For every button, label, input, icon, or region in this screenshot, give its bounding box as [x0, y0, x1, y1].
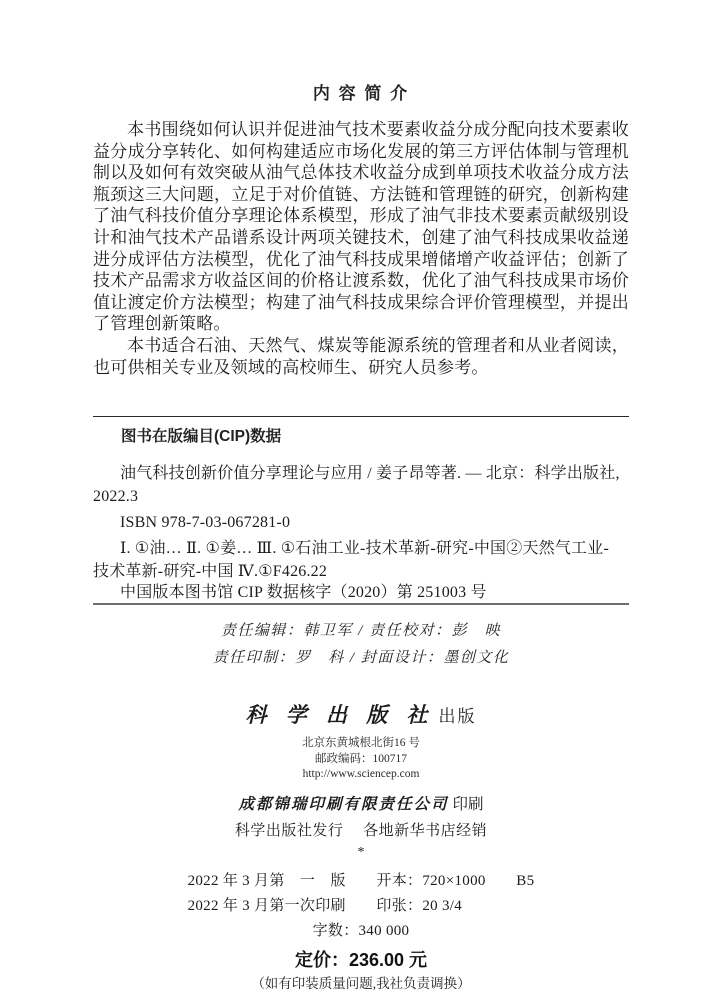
edition-line: 2022 年 3 月第 一 版 开本：720×1000 B5 — [187, 872, 535, 889]
cip-classification-line-2: 技术革新-研究-中国 Ⅳ.①F426.22 — [93, 563, 328, 581]
price-line: 定价：236.00 元 — [294, 949, 428, 970]
content-summary-paragraph-2: 本书适合石油、天然气、煤炭等能源系统的管理者和从业者阅读，也可供相关专业及领域的高校师生、研究人员参考。 — [93, 335, 629, 377]
publisher-website: http://www.sciencep.com — [302, 768, 420, 781]
printer-line — [93, 794, 629, 816]
cip-isbn: ISBN 978-7-03-067281-0 — [120, 514, 291, 532]
cip-data-block — [93, 427, 629, 603]
printer-company-name: 成都锦瑞印刷有限责任公司 — [238, 795, 449, 813]
cip-record-number: 中国版本图书馆 CIP 数据核字（2020）第 251003 号 — [120, 584, 487, 602]
section-asterisk: * — [357, 844, 365, 860]
cip-classification-line-1: Ⅰ. ①油… Ⅱ. ①姜… Ⅲ. ①石油工业-技术革新-研究-中国②天然气工业- — [120, 540, 609, 558]
publisher-postcode: 邮政编码：100717 — [315, 752, 407, 765]
staff-editors-line: 责任编辑：韩卫军 / 责任校对：彭 映 — [220, 623, 502, 640]
cip-top-divider — [93, 416, 629, 417]
staff-printing-line: 责任印制：罗 科 / 封面设计：墨创文化 — [212, 650, 510, 667]
publisher-logo-text: 科 学 出 版 社 — [245, 703, 435, 728]
wordcount-line: 字数：340 000 — [312, 922, 410, 939]
publisher-line — [93, 702, 629, 731]
cip-bottom-divider — [93, 603, 629, 605]
publisher-street-address: 北京东黄城根北街16 号 — [302, 737, 420, 750]
impression-line: 2022 年 3 月第一次印刷 印张：20 3/4 — [187, 897, 463, 914]
publisher-address-block — [93, 736, 629, 783]
content-summary-title: 内 容 简 介 — [312, 84, 410, 103]
content-summary-paragraph-1: 本书围绕如何认识并促进油气技术要素收益分成分配向技术要素收益分成分享转化、如何构建适应市场化发展的第三方评估体制与管理机制以及如何有效突破从油气总体技术收益分成到单项技术收益分成方法瓶颈这三大问题，立足于对价值链、方法链和管理链的研究，创新构建了油气科技价值分享理论体系模型，形成了油气非技术要素贡献级别设计和油气技术产品谱系设计两项关键技术，创建了油气科技成果收益递进分成评估方法模型，优化了油气科技成果增储增产收益评估；创新了技术产品需求方收益区间的价格让渡系数，优化了油气科技成果市场价值让渡定价方法模型；构建了油气科技成果综合评价管理模型，并提出了管理创新策略。 — [93, 120, 629, 334]
distribution-line: 科学出版社发行 各地新华书店经销 — [234, 822, 488, 839]
imprint-block — [93, 702, 629, 993]
publisher-role-label: 出版 — [438, 707, 477, 727]
printer-role-label: 印刷 — [452, 795, 484, 813]
cip-title-line-1: 油气科技创新价值分享理论与应用 / 姜子昂等著. — 北京：科学出版社, — [120, 465, 620, 483]
responsible-staff-block — [93, 618, 629, 672]
cip-title-line-2: 2022.3 — [93, 488, 139, 506]
quality-note-line: （如有印装质量问题,我社负责调换） — [251, 975, 471, 991]
cip-heading: 图书在版编目(CIP)数据 — [121, 428, 282, 446]
colophon-block — [188, 869, 535, 944]
